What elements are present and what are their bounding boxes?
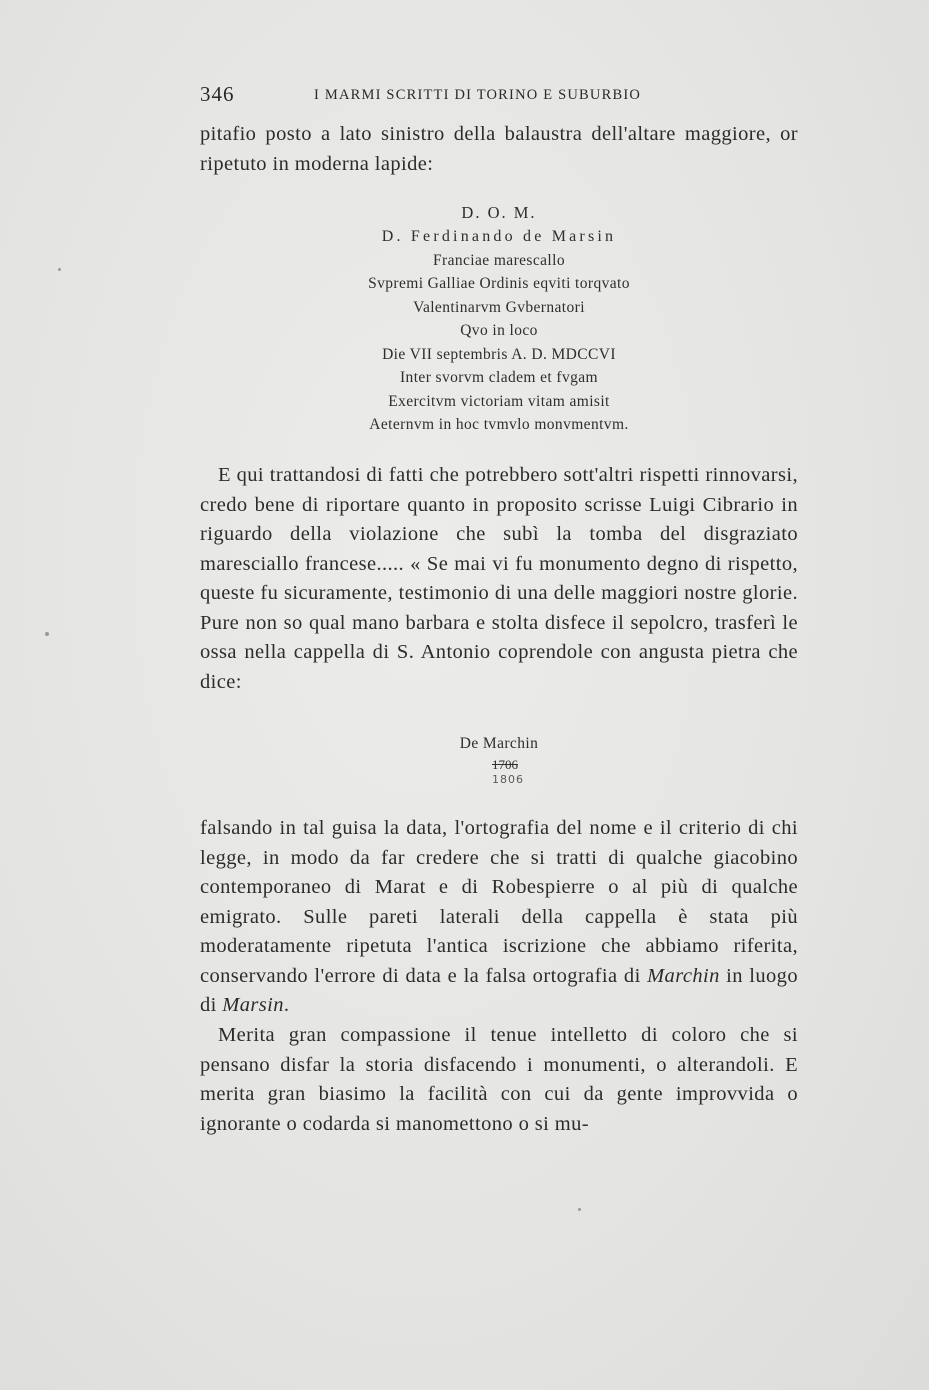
page-number: 346 xyxy=(200,82,235,106)
inscription-line: Qvo in loco xyxy=(460,322,538,339)
paragraph-1-text: E qui trattandosi di fatti che potrebbero sott'altri rispetti rinnovarsi, credo bene di riportare quanto in proposito scrisse Luigi Cibrario in riguardo della violazione che subì la tomba del disgraziato maresciallo francese..... « Se mai vi fu monumento degno di rispetto, queste fu sicuramente, testimonio di una delle maggiori nostre glorie. Pure non so qual mano barbara e stolta disfece il sepolcro, trasferì le ossa nella cappella di S. Antonio coprendole con angusta pietra che dice: xyxy=(200,464,798,693)
running-head: I MARMI SCRITTI DI TORINO E SUBURBIO xyxy=(314,87,642,103)
paper-speck xyxy=(58,268,61,271)
inscription-line: D. Ferdinando de Marsin xyxy=(381,228,617,245)
intro-paragraph xyxy=(200,120,798,179)
epitaph-inscription xyxy=(200,201,798,437)
paragraph-3-text: Merita gran compassione il tenue intelletto di coloro che si pensano disfar la storia disfacendo i monumenti, o alterandoli. E merita gran biasimo la facilità con cui da gente improvvida o ignorante o codarda si manomettono o si mu- xyxy=(200,1024,798,1135)
handwritten-correction: 1806 xyxy=(492,773,524,786)
paragraph-2-text xyxy=(200,814,798,1021)
inscription-line: Inter svorvm cladem et fvgam xyxy=(400,369,598,386)
inscription-line: Aeternvm in hoc tvmvlo monvmentvm. xyxy=(369,416,629,433)
inscription-line: Die VII septembris A. D. MDCCVI xyxy=(382,345,616,363)
paper-speck xyxy=(578,1208,581,1211)
paragraph-3 xyxy=(200,1021,798,1139)
inscription-line: D. O. M. xyxy=(461,203,537,222)
paragraph-2-italic-marsin: Marsin xyxy=(222,994,284,1016)
page-header xyxy=(200,82,800,108)
paragraph-2-part2: in luogo di xyxy=(200,964,798,1016)
tomb-year-struck: 1706 xyxy=(492,757,518,772)
inscription-line: Valentinarvm Gvbernatori xyxy=(413,298,585,316)
intro-text: pitafio posto a lato sinistro della balaustra dell'altare maggiore, or ripetuto in moderna lapide: xyxy=(200,123,798,175)
tomb-inscription xyxy=(200,733,798,787)
paragraph-2-italic-marchin: Marchin xyxy=(647,964,720,987)
tomb-name: De Marchin xyxy=(459,735,539,752)
paragraph-2-part3: . xyxy=(283,994,290,1016)
paragraph-2 xyxy=(200,814,798,1021)
paper-speck xyxy=(45,632,49,636)
paragraph-1 xyxy=(200,461,798,697)
inscription-line: Exercitvm victoriam vitam amisit xyxy=(388,392,610,410)
inscription-line: Franciae marescallo xyxy=(433,251,565,269)
paragraph-2-part1: falsando in tal guisa la data, l'ortografia del nome e il criterio di chi legge, in modo da far credere che si tratti di qualche giacobino contemporaneo di Marat e di Robespierre o al più di qualche emigrato. Sulle pareti laterali della cappella è stata più moderatamente ripetuta l'antica iscrizione che abbiamo riferita, conservando l'errore di data e la falsa ortografia di xyxy=(200,817,798,987)
inscription-line: Svpremi Galliae Ordinis eqviti torqvato xyxy=(368,275,630,292)
